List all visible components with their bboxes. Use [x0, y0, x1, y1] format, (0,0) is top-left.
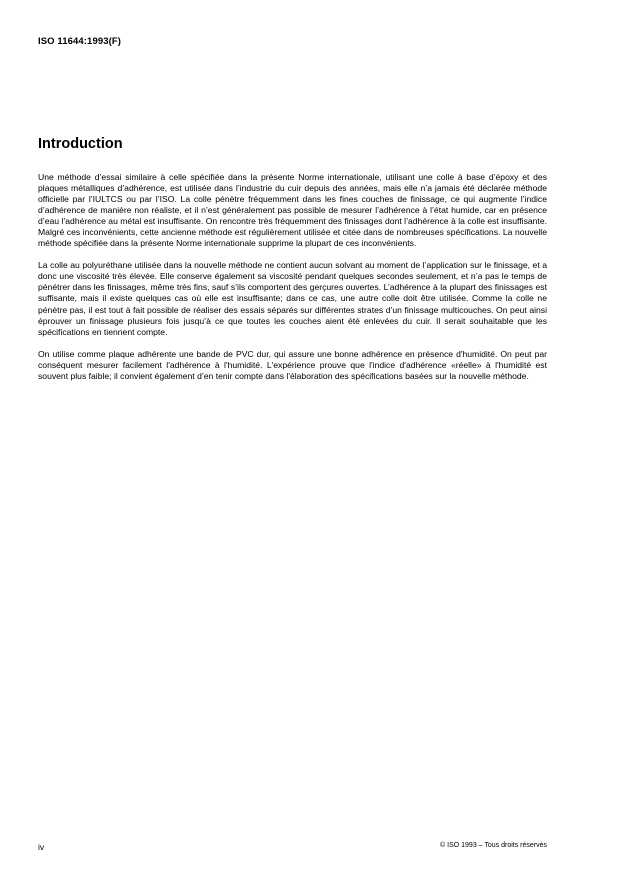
paragraph-2: La colle au polyuréthane utilisée dans la nouvelle méthode ne contient aucun solvant au moment de l’application sur le finissage, et a donc une viscosité très élevée. Elle conserve également sa viscosité pendant quelques secondes seulement, et n’a pas le temps de pénétrer dans les finissages, même très fins, sauf s’ils comportent des gerçures ouvertes. L’adhérence à la plupart des finissages est suffisante, mais il existe quelques cas où elle est insuffisante; dans ce cas, une autre colle doit être utilisée. Comme la colle ne pénètre pas, il est tout à fait possible de réaliser des essais séparés sur différentes strates d’un finissage multicouches. On peut ainsi éprouver un finissage plusieurs fois jusqu’à ce que toutes les couches aient été enlevées du cuir. Il serait souhaitable que les spécifications en tiennent compte.	[38, 260, 547, 337]
copyright-notice: © ISO 1993 – Tous droits réservés	[440, 842, 547, 849]
section-title: Introduction	[38, 136, 123, 152]
paragraph-3: On utilise comme plaque adhérente une bande de PVC dur, qui assure une bonne adhérence en présence d'humidité. On peut par conséquent mesurer facilement l'adhérence à l'humidité. L'expérience prouve que l'indice d'adhérence «réelle» à l'humidité est souvent plus faible; il convient également d’en tenir compte dans l'élaboration des spécifications basées sur la nouvelle méthode.	[38, 348, 547, 381]
document-id-header: ISO 11644:1993(F)	[38, 36, 122, 47]
introduction-body	[38, 172, 547, 393]
paragraph-1: Une méthode d’essai similaire à celle spécifiée dans la présente Norme internationale, utilisant une colle à base d’époxy et des plaques métalliques d’adhérence, est utilisée dans l’industrie du cuir depuis des années, mais elle n’a jamais été déclarée méthode officielle par l’IULTCS ou par l’ISO. La colle pénètre fréquemment dans les fines couches de finissage, ce qui augmente l’indice d’adhérence de manière non réaliste, et il n’est généralement pas possible de mesurer l’adhérence à l’état humide, car en présence d’eau l’adhérence au métal est insuffisante. On rencontre très fréquemment des finissages dont l’adhérence à la colle est insuffisante. Malgré ces inconvénients, cette ancienne méthode est régulièrement utilisée et citée dans de nombreuses spécifications. La nouvelle méthode spécifiée dans la présente Norme internationale supprime la plupart de ces inconvénients.	[38, 172, 547, 249]
page-number: iv	[38, 842, 45, 852]
